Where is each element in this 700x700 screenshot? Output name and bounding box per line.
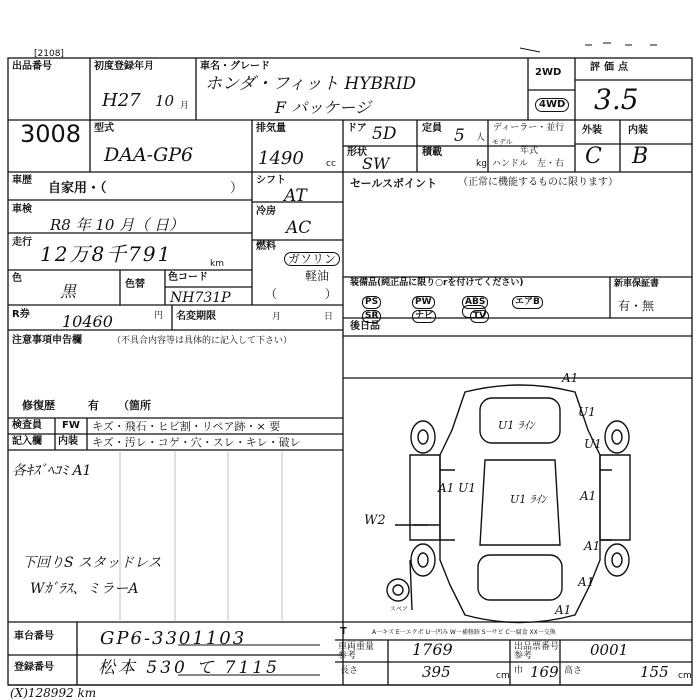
history-label: 車歴 bbox=[12, 175, 32, 186]
note-handwritten-3: Wｶﾞﾗｽ、ミラーA bbox=[30, 581, 139, 597]
width-value: 169 bbox=[530, 663, 559, 681]
note-handwritten-1: 各ｷｽﾞﾍｺﾐ A1 bbox=[12, 463, 92, 479]
interior-check-label: 内装 bbox=[58, 436, 78, 447]
equip-airbag-stamp: エアB bbox=[512, 296, 543, 309]
damage-mark-bumper: U1 bbox=[578, 405, 596, 419]
sheet-number-ref: 参考 bbox=[514, 651, 533, 661]
equip-airbag bbox=[512, 291, 543, 309]
door-label: ドア bbox=[347, 123, 367, 134]
check-row-1: キズ・飛石・ヒビ割・リペア跡・× 要 bbox=[92, 420, 281, 433]
drive-2wd: 2WD bbox=[535, 67, 562, 78]
damage-mark-right-quarter: A1 bbox=[584, 539, 601, 553]
interior-label: 内装 bbox=[628, 125, 648, 136]
height-label: 高さ bbox=[564, 666, 583, 676]
lot-label: 出品番号 bbox=[12, 61, 52, 72]
fuel-gasoline: ガソリン bbox=[284, 252, 340, 266]
notes-label: 注意事項申告欄 bbox=[12, 335, 82, 346]
handle-options: 左・右 bbox=[537, 159, 565, 169]
interior-grade: B bbox=[632, 144, 649, 169]
load-unit: kg bbox=[476, 159, 487, 169]
exterior-grade: C bbox=[585, 144, 602, 169]
displacement-label: 排気量 bbox=[256, 123, 286, 134]
weight-label: 車両重量 bbox=[338, 642, 375, 652]
history-value: 自家用・（ bbox=[48, 181, 107, 196]
equipment-label: 装備品(純正品に限り○rを付けてください) bbox=[350, 278, 524, 288]
lot-number: 3008 bbox=[20, 120, 82, 148]
damage-mark-roof: U1 ﾗｲﾝ bbox=[510, 493, 547, 506]
notes-instruction: （不具合内容等は具体的に記入して下さい） bbox=[112, 336, 293, 346]
equip-tv-stamp: TV bbox=[470, 310, 489, 323]
equip-pw-stamp: PW bbox=[412, 296, 435, 309]
score-value: 3.5 bbox=[594, 83, 639, 116]
color-change-label: 色替 bbox=[125, 279, 145, 290]
repair-parts: （箇所 bbox=[118, 399, 151, 412]
exterior-label: 外装 bbox=[582, 125, 602, 136]
equip-navi bbox=[412, 305, 436, 323]
registration-value: 松本 530 て 7115 bbox=[98, 658, 280, 678]
fuel-diesel: 軽油 bbox=[305, 269, 330, 283]
inspection-value: R8 年 10 月（ 日） bbox=[50, 216, 184, 234]
car-name: ホンダ・フィット HYBRID bbox=[205, 74, 417, 94]
color-value: 黒 bbox=[60, 282, 77, 301]
color-code-label: 色コード bbox=[168, 272, 208, 283]
sheet-number-value: 0001 bbox=[590, 641, 629, 659]
name-grade-label: 車名・グレード bbox=[200, 61, 270, 72]
odometer-note: (X)128992 km bbox=[10, 686, 97, 700]
repair-label: 修復歴 bbox=[22, 399, 55, 412]
name-change-month: 月 bbox=[272, 312, 282, 322]
dealer-label: ディーラー・並行 bbox=[493, 123, 565, 133]
warranty-label: 新車保証書 bbox=[614, 279, 660, 289]
length-label: 長さ bbox=[340, 666, 359, 676]
month-unit: 月 bbox=[180, 101, 190, 111]
first-reg-label: 初度登録年月 bbox=[94, 61, 154, 72]
mileage-label: 走行 bbox=[12, 237, 32, 248]
equip-tv bbox=[470, 305, 489, 323]
color-label: 色 bbox=[12, 273, 22, 284]
damage-mark-left-door: A1 U1 bbox=[438, 481, 476, 495]
inspector-label: 検査員 bbox=[12, 420, 42, 431]
mileage-unit: km bbox=[210, 259, 224, 269]
history-close: ） bbox=[230, 181, 244, 196]
weight-ref: 参考 bbox=[338, 651, 357, 661]
model-year-label-1: モデル bbox=[492, 138, 513, 146]
registration-label: 登録番号 bbox=[14, 662, 54, 673]
length-value: 395 bbox=[422, 663, 451, 681]
sales-point-note: （正常に機能するものに限ります） bbox=[458, 177, 618, 188]
drive-4wd: 4WD bbox=[535, 98, 569, 112]
damage-mark-hood: U1 ﾗｲﾝ bbox=[498, 419, 535, 432]
spare-label: スペア bbox=[390, 606, 409, 613]
check-row-2: キズ・汚レ・コゲ・穴・スレ・キレ・破レ bbox=[92, 436, 301, 449]
door-value: 5D bbox=[372, 124, 397, 144]
equip-ps-stamp: PS bbox=[362, 296, 381, 309]
fw-label: FW bbox=[62, 420, 80, 431]
first-reg-year: H27 bbox=[102, 90, 141, 111]
damage-mark-glass: W2 bbox=[364, 513, 386, 528]
repair-value: 有 bbox=[88, 399, 99, 412]
handle-label: ハンドル bbox=[492, 159, 529, 169]
chassis-label: 車台番号 bbox=[14, 631, 54, 642]
note-rule-lines bbox=[120, 450, 282, 622]
equip-navi-stamp: ナビ bbox=[412, 310, 436, 323]
color-code-value: NH731P bbox=[170, 290, 231, 306]
width-label: 巾 bbox=[514, 666, 524, 676]
recycle-label: R券 bbox=[12, 309, 30, 320]
displacement-unit: cc bbox=[326, 159, 336, 169]
legend-t: T bbox=[340, 626, 347, 637]
mileage-value: 12万8千791 bbox=[40, 242, 173, 266]
damage-mark-rear: A1 bbox=[578, 575, 595, 589]
model-label: 型式 bbox=[94, 123, 114, 134]
score-label: 評価点 bbox=[590, 62, 632, 73]
equip-sr-stamp: SR bbox=[362, 310, 381, 323]
length-unit: cm bbox=[496, 671, 510, 681]
capacity-label: 定員 bbox=[422, 123, 442, 134]
shift-value: AT bbox=[284, 186, 307, 206]
load-label: 積載 bbox=[422, 147, 442, 158]
first-reg-month: 10 bbox=[155, 92, 175, 110]
warranty-value: 有・無 bbox=[618, 299, 655, 313]
model-year-label-2: 年式 bbox=[520, 146, 539, 156]
ac-label: 冷房 bbox=[256, 206, 276, 217]
legend-text: A一キズ E一エクボ U一凹み W一補修跡 S一サビ C一腐食 XX一交換 bbox=[372, 629, 556, 636]
entry-label: 記入欄 bbox=[12, 436, 42, 447]
note-handwritten-2: 下回りS スタッドレス bbox=[22, 555, 162, 571]
corner-scribbles bbox=[520, 43, 657, 52]
equip-abs-stamp: ABS bbox=[462, 296, 488, 309]
sheet-code: [2108] bbox=[34, 49, 64, 59]
damage-mark-right-fender: U1 bbox=[584, 437, 602, 451]
damage-mark-front: A1 bbox=[562, 371, 579, 385]
capacity-unit: 人 bbox=[476, 133, 486, 143]
chassis-value: GP6-3301103 bbox=[100, 628, 247, 649]
fuel-paren: （ ） bbox=[265, 287, 359, 301]
shift-label: シフト bbox=[256, 175, 286, 186]
ac-value: AC bbox=[286, 218, 312, 238]
model-value: DAA-GP6 bbox=[104, 144, 194, 166]
damage-mark-right-door: A1 bbox=[580, 489, 597, 503]
height-unit: cm bbox=[678, 671, 692, 681]
backdate-label: 後日品 bbox=[350, 321, 380, 332]
shape-label: 形状 bbox=[347, 147, 367, 158]
recycle-value: 10460 bbox=[62, 312, 113, 331]
displacement-value: 1490 bbox=[258, 148, 304, 169]
weight-value: 1769 bbox=[412, 640, 453, 659]
name-change-day: 日 bbox=[324, 312, 334, 322]
car-grade: F パッケージ bbox=[275, 98, 371, 117]
height-value: 155 bbox=[640, 663, 669, 681]
sheet-number-label: 出品票番号 bbox=[514, 642, 560, 652]
recycle-unit: 円 bbox=[154, 311, 164, 321]
capacity-value: 5 bbox=[454, 126, 465, 146]
name-change-label: 名変期限 bbox=[176, 311, 216, 322]
sales-point-label: セールスポイント bbox=[350, 177, 438, 190]
shape-value: SW bbox=[362, 154, 390, 173]
fuel-label: 燃料 bbox=[256, 241, 276, 252]
inspection-label: 車検 bbox=[12, 204, 32, 215]
damage-mark-rear-bumper: A1 bbox=[555, 603, 572, 617]
